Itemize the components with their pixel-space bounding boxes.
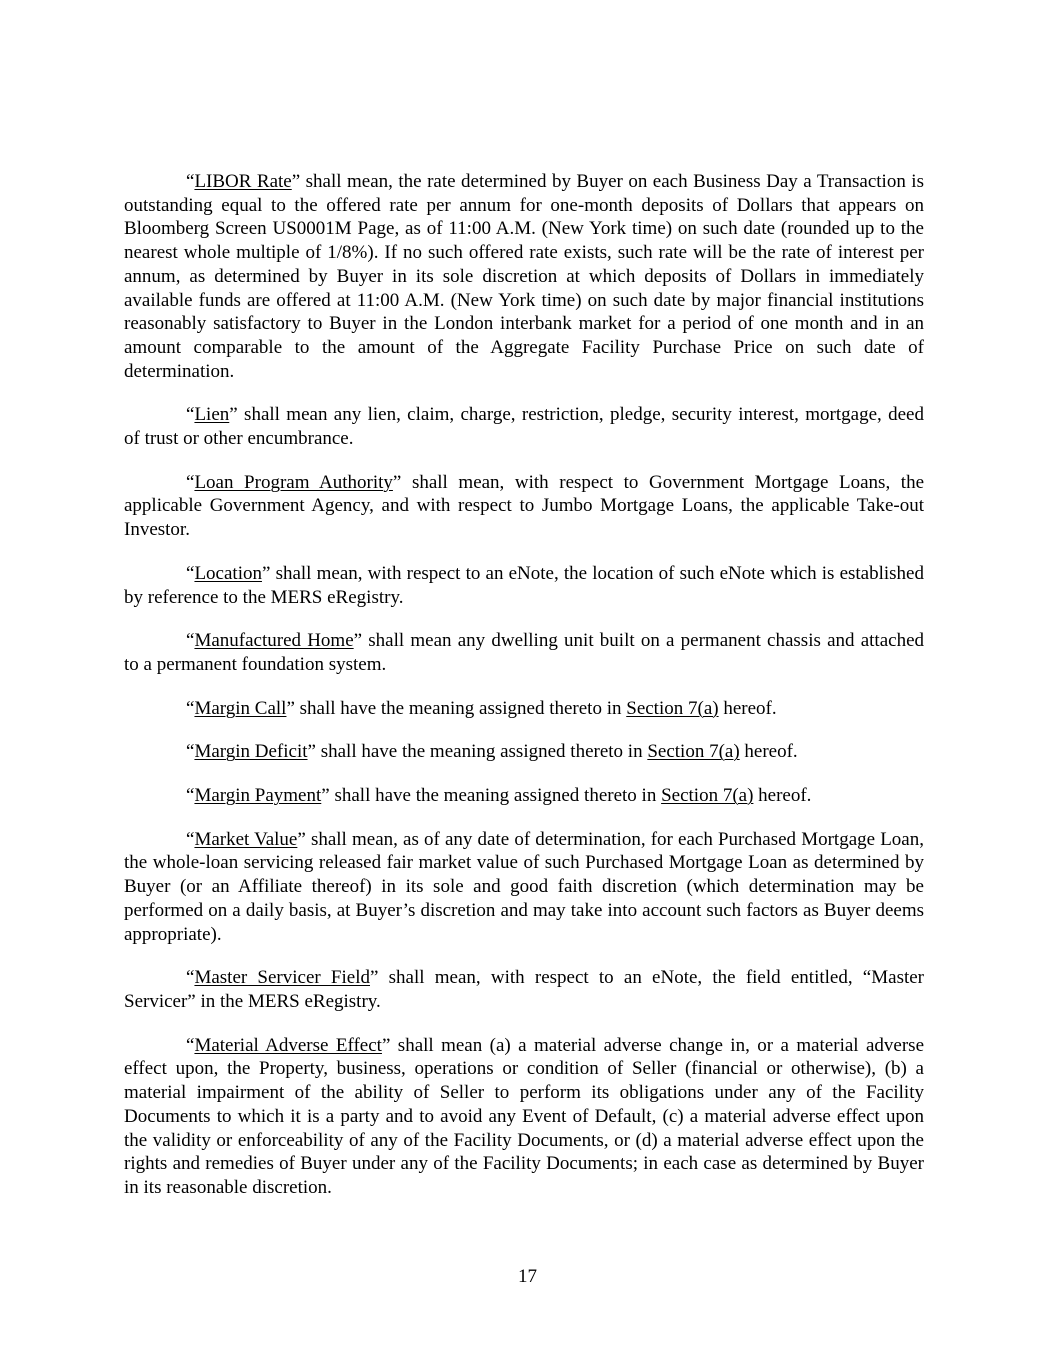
close-quote: ” xyxy=(381,1034,391,1056)
definition-loan-program-authority xyxy=(124,471,924,542)
definition-text: shall have the meaning assigned thereto in xyxy=(294,697,627,719)
document-page xyxy=(124,170,924,1220)
close-quote: ” xyxy=(286,697,295,719)
open-quote: “ xyxy=(186,785,195,807)
close-quote: ” xyxy=(321,785,330,807)
definition-lien xyxy=(124,403,924,450)
defined-term: Material Adverse Effect xyxy=(194,1034,382,1056)
defined-term: Margin Deficit xyxy=(194,741,308,763)
open-quote: “ xyxy=(186,741,195,763)
defined-term: Manufactured Home xyxy=(194,630,354,652)
close-quote: ” xyxy=(370,967,379,989)
open-quote: “ xyxy=(186,697,195,719)
definition-libor-rate xyxy=(124,170,924,383)
definition-text: shall mean, with respect to an eNote, the field entitled, “Master Servicer” in the MERS eRegistry. xyxy=(124,967,924,1012)
definition-material-adverse-effect xyxy=(124,1034,924,1200)
definition-text: shall have the meaning assigned thereto in xyxy=(329,785,662,807)
definition-text-after: hereof. xyxy=(753,785,812,807)
definition-text: shall have the meaning assigned thereto in xyxy=(315,741,648,763)
open-quote: “ xyxy=(186,404,195,426)
definition-market-value xyxy=(124,828,924,947)
section-reference: Section 7(a) xyxy=(661,785,754,807)
open-quote: “ xyxy=(186,630,195,652)
definition-text: shall mean, with respect to an eNote, the location of such eNote which is established by reference to the MERS eRegistry. xyxy=(124,562,924,608)
definition-text: shall mean any lien, claim, charge, restriction, pledge, security interest, mortgage, deed of trust or other encumbrance. xyxy=(124,404,924,450)
definition-text: shall mean, as of any date of determination, for each Purchased Mortgage Loan, the whole-loan servicing released fair market value of such Purchased Mortgage Loan as determined by Buyer (or an Affiliate thereof) in its sole and good faith discretion (which determination may be performed on a daily basis, at Buyer’s discretion and may take into account such factors as Buyer deems appropriate). xyxy=(124,828,924,945)
definition-text-after: hereof. xyxy=(739,741,798,763)
definition-location xyxy=(124,562,924,609)
open-quote: “ xyxy=(186,828,195,850)
definition-margin-payment xyxy=(124,784,924,808)
close-quote: ” xyxy=(307,741,316,763)
definition-margin-call xyxy=(124,697,924,721)
open-quote: “ xyxy=(186,1034,195,1056)
defined-term: Lien xyxy=(194,404,230,426)
close-quote: ” xyxy=(353,630,363,652)
definition-margin-deficit xyxy=(124,740,924,764)
defined-term: Margin Payment xyxy=(194,785,322,807)
definition-master-servicer-field xyxy=(124,966,924,1013)
definition-text: shall mean (a) a material adverse change in, or a material adverse effect upon, the Property, business, operations or condition of Seller (financial or otherwise), (b) a material impairment of the ability of Seller to perform its obligations under any of the Facility Documents to which it is a party and to avoid any Event of Default, (c) a material adverse effect upon the validity or enforceability of any of the Facility Documents, or (d) a material adverse effect upon the rights and remedies of Buyer under any of the Facility Documents; in each case as determined by Buyer in its reasonable discretion. xyxy=(124,1034,924,1198)
defined-term: Margin Call xyxy=(194,697,287,719)
open-quote: “ xyxy=(186,562,195,584)
section-reference: Section 7(a) xyxy=(647,741,740,763)
definition-text: shall mean, with respect to Government Mortgage Loans, the applicable Government Agency, and with respect to Jumbo Mortgage Loans, the applicable Take-out Investor. xyxy=(124,471,924,541)
defined-term: Market Value xyxy=(194,828,298,850)
close-quote: ” xyxy=(392,471,402,493)
open-quote: “ xyxy=(186,967,195,989)
close-quote: ” xyxy=(229,404,238,426)
defined-term: LIBOR Rate xyxy=(194,171,292,192)
open-quote: “ xyxy=(186,171,195,192)
definition-text-after: hereof. xyxy=(718,697,777,719)
defined-term: Master Servicer Field xyxy=(194,967,370,989)
definition-text: shall mean, the rate determined by Buyer on each Business Day a Transaction is outstanding equal to the offered rate per annum for one-month deposits of Dollars that appears on Bloomberg Screen US0001M Page, as of 11:00 A.M. (New York time) on such date (rounded up to the nearest whole multiple of 1/8%). If no such offered rate exists, such rate will be the rate of interest per annum, as determined by Buyer in its sole discretion at which deposits of Dollars in immediately available funds are offered at 11:00 A.M. (New York time) on such date by major financial institutions reasonably satisfactory to Buyer in the London interbank market for a period of one month and in an amount comparable to the amount of the Aggregate Facility Purchase Price on such date of determination. xyxy=(124,171,924,382)
definition-manufactured-home xyxy=(124,629,924,676)
page-number: 17 xyxy=(518,1266,537,1287)
section-reference: Section 7(a) xyxy=(626,697,719,719)
open-quote: “ xyxy=(186,471,195,493)
definition-text: shall mean any dwelling unit built on a permanent chassis and attached to a permanent foundation system. xyxy=(124,630,925,675)
close-quote: ” xyxy=(261,562,271,584)
defined-term: Loan Program Authority xyxy=(194,471,393,493)
close-quote: ” xyxy=(297,828,306,850)
defined-term: Location xyxy=(194,562,262,584)
close-quote: ” xyxy=(291,171,301,192)
